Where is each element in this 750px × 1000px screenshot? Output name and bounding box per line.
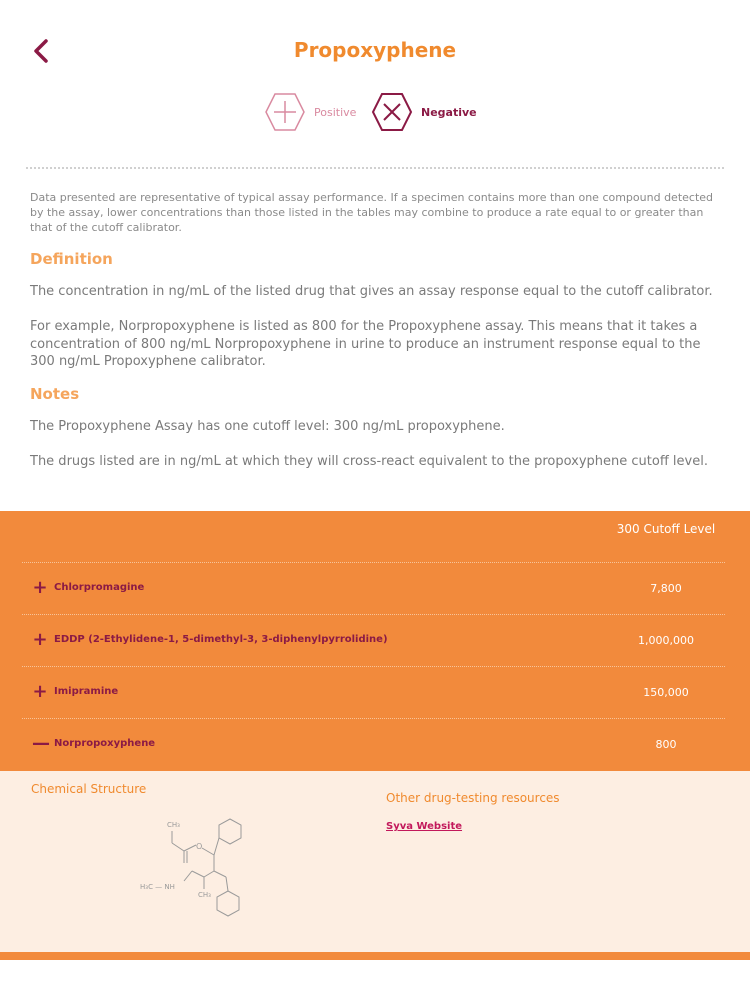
collapse-icon: —	[32, 733, 50, 754]
chemical-structure-diagram	[140, 811, 260, 931]
notes-text-2: The drugs listed are in ng/mL at which they will cross-react equivalent to the propoxyphene cutoff level.	[30, 454, 708, 469]
row-divider	[22, 718, 725, 719]
definition-example-text: For example, Norpropoxyphene is listed as 800 for the Propoxyphene assay. This means that it takes a concentration of 800 ng/mL Norpropoxyphene in urine to produce an instrument response equal to the 300 ng/mL Propoxyphene calibrator.	[30, 319, 701, 369]
cutoff-value: 1,000,000	[638, 634, 694, 647]
notes-text-1: The Propoxyphene Assay has one cutoff level: 300 ng/mL propoxyphene.	[30, 419, 505, 434]
row-divider	[22, 614, 725, 615]
syva-website-link[interactable]: Syva Website	[386, 821, 463, 832]
expand-icon: +	[32, 629, 48, 650]
table-row[interactable]	[22, 564, 725, 616]
resources-heading: Other drug-testing resources	[386, 791, 560, 805]
drug-name: EDDP (2-Ethylidene-1, 5-dimethyl-3, 3-diphenylpyrrolidine)	[54, 634, 388, 645]
cutoff-value: 800	[655, 738, 677, 751]
drug-name: Imipramine	[54, 686, 119, 697]
x-hexagon-icon	[371, 92, 413, 132]
chemical-structure-heading: Chemical Structure	[31, 782, 147, 796]
legend-positive[interactable]	[264, 92, 356, 132]
definition-text: The concentration in ng/mL of the listed drug that gives an assay response equal to the cutoff calibrator.	[30, 284, 713, 299]
page-title: Propoxyphene	[293, 38, 457, 62]
legend	[0, 92, 750, 136]
table-row[interactable]	[22, 668, 725, 720]
footer-panel	[0, 771, 750, 952]
table-row[interactable]	[22, 616, 725, 668]
cutoff-value: 7,800	[650, 582, 682, 595]
ch3-bottom-label: CH₃	[198, 891, 211, 899]
table-row[interactable]	[22, 720, 725, 772]
column-header: 300 Cutoff Level	[616, 522, 716, 536]
drug-name: Norpropoxyphene	[54, 738, 156, 749]
legend-negative[interactable]	[371, 92, 477, 132]
header	[0, 0, 750, 100]
expand-icon: +	[32, 577, 48, 598]
divider	[26, 167, 724, 169]
row-divider	[22, 666, 725, 667]
row-divider	[22, 562, 725, 563]
bottom-accent-bar	[0, 952, 750, 960]
drug-name: Chlorpromagine	[54, 582, 145, 593]
cross-reactivity-table	[0, 511, 750, 771]
cutoff-value: 150,000	[643, 686, 689, 699]
ch3-label: CH₃	[167, 821, 180, 829]
oxygen-label: O	[196, 842, 203, 851]
plus-hexagon-icon	[264, 92, 306, 132]
legend-negative-label: Negative	[421, 105, 477, 119]
disclaimer-text: Data presented are representative of typical assay performance. If a specimen contains more than one compound detected by the assay, lower concentrations than those listed in the tables may combine to produce a rate equal to or greater than that of the cutoff calibrator.	[30, 191, 714, 234]
definition-heading: Definition	[30, 250, 113, 268]
notes-heading: Notes	[30, 385, 80, 403]
legend-positive-label: Positive	[314, 105, 357, 119]
amine-label: H₃C — NH	[140, 883, 175, 891]
expand-icon: +	[32, 681, 48, 702]
